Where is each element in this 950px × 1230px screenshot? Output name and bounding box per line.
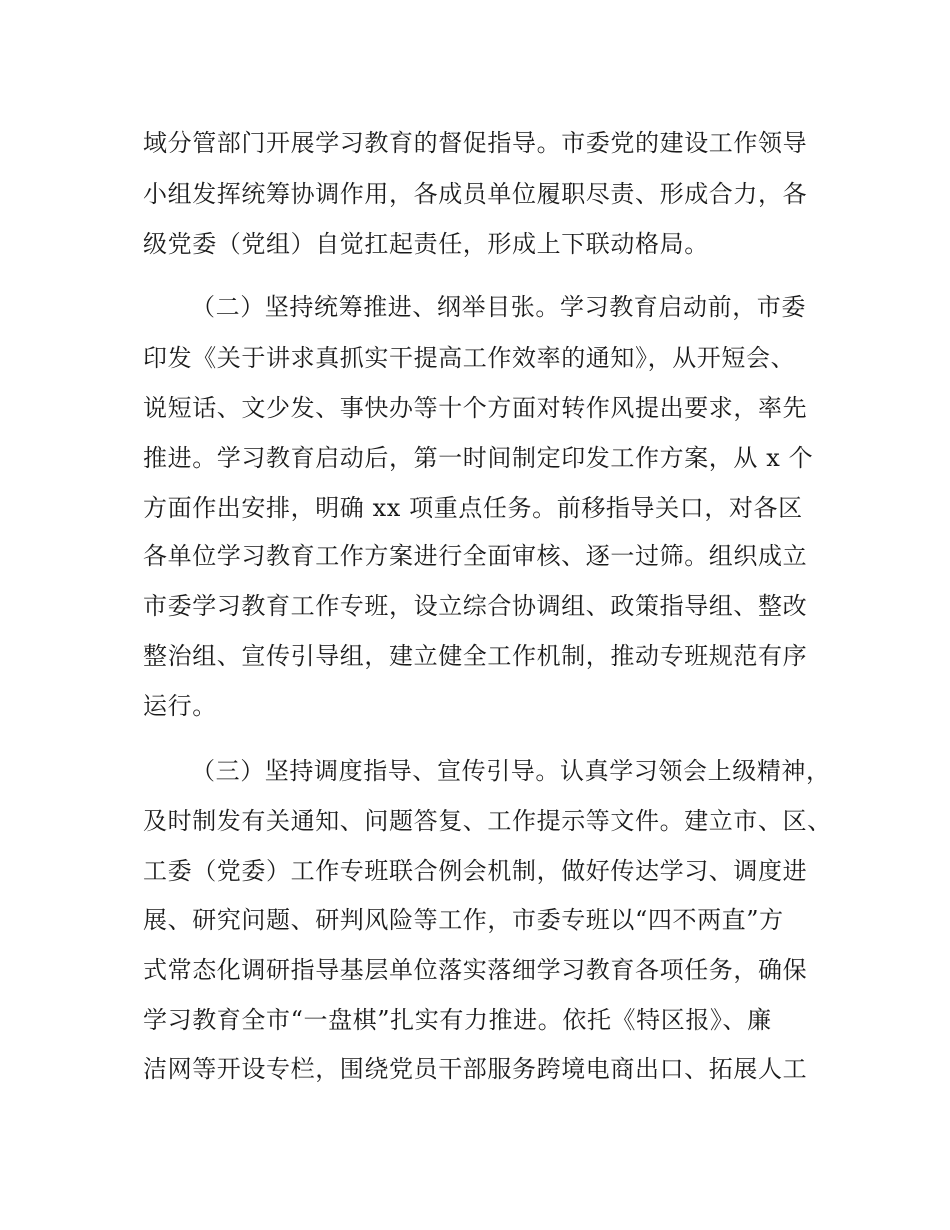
text-line: 推进。学习教育启动后，第一时间制定印发工作方案，从 x 个 xyxy=(143,444,814,472)
text-line: 市委学习教育工作专班，设立综合协调组、政策指导组、整改 xyxy=(143,592,808,620)
text-line: 运行。 xyxy=(143,692,217,720)
text-line: 整治组、宣传引导组，建立健全工作机制，推动专班规范有序 xyxy=(143,642,808,670)
text-line: 展、研究问题、研判风险等工作，市委专班以“四不两直”方 xyxy=(143,906,784,934)
text-line: 小组发挥统筹协调作用，各成员单位履职尽责、形成合力，各 xyxy=(143,180,808,208)
section-heading-line: （三）坚持调度指导、宣传引导。认真学习领会上级精神， xyxy=(191,757,831,785)
text-line: 学习教育全市“一盘棋”扎实有力推进。依托《特区报》、廉 xyxy=(143,1006,772,1034)
text-line: 级党委（党组）自觉扛起责任，形成上下联动格局。 xyxy=(143,230,709,258)
text-line: 印发《关于讲求真抓实干提高工作效率的通知》，从开短会、 xyxy=(143,344,796,372)
text-line: 域分管部门开展学习教育的督促指导。市委党的建设工作领导 xyxy=(143,129,808,157)
section-heading-line: （二）坚持统筹推进、纲举目张。学习教育启动前，市委 xyxy=(191,293,806,321)
text-line: 式常态化调研指导基层单位落实落细学习教育各项任务，确保 xyxy=(143,956,808,984)
text-line: 洁网等开设专栏，围绕党员干部服务跨境电商出口、拓展人工 xyxy=(143,1055,808,1083)
text-line: 及时制发有关通知、问题答复、工作提示等文件。建立市、区、 xyxy=(143,807,832,835)
text-line: 各单位学习教育工作方案进行全面审核、逐一过筛。组织成立 xyxy=(143,542,808,570)
text-line: 方面作出安排，明确 xx 项重点任务。前移指导关口，对各区 xyxy=(143,494,803,522)
text-line: 说短话、文少发、事快办等十个方面对转作风提出要求，率先 xyxy=(143,394,808,422)
text-line: 工委（党委）工作专班联合例会机制，做好传达学习、调度进 xyxy=(143,857,808,885)
